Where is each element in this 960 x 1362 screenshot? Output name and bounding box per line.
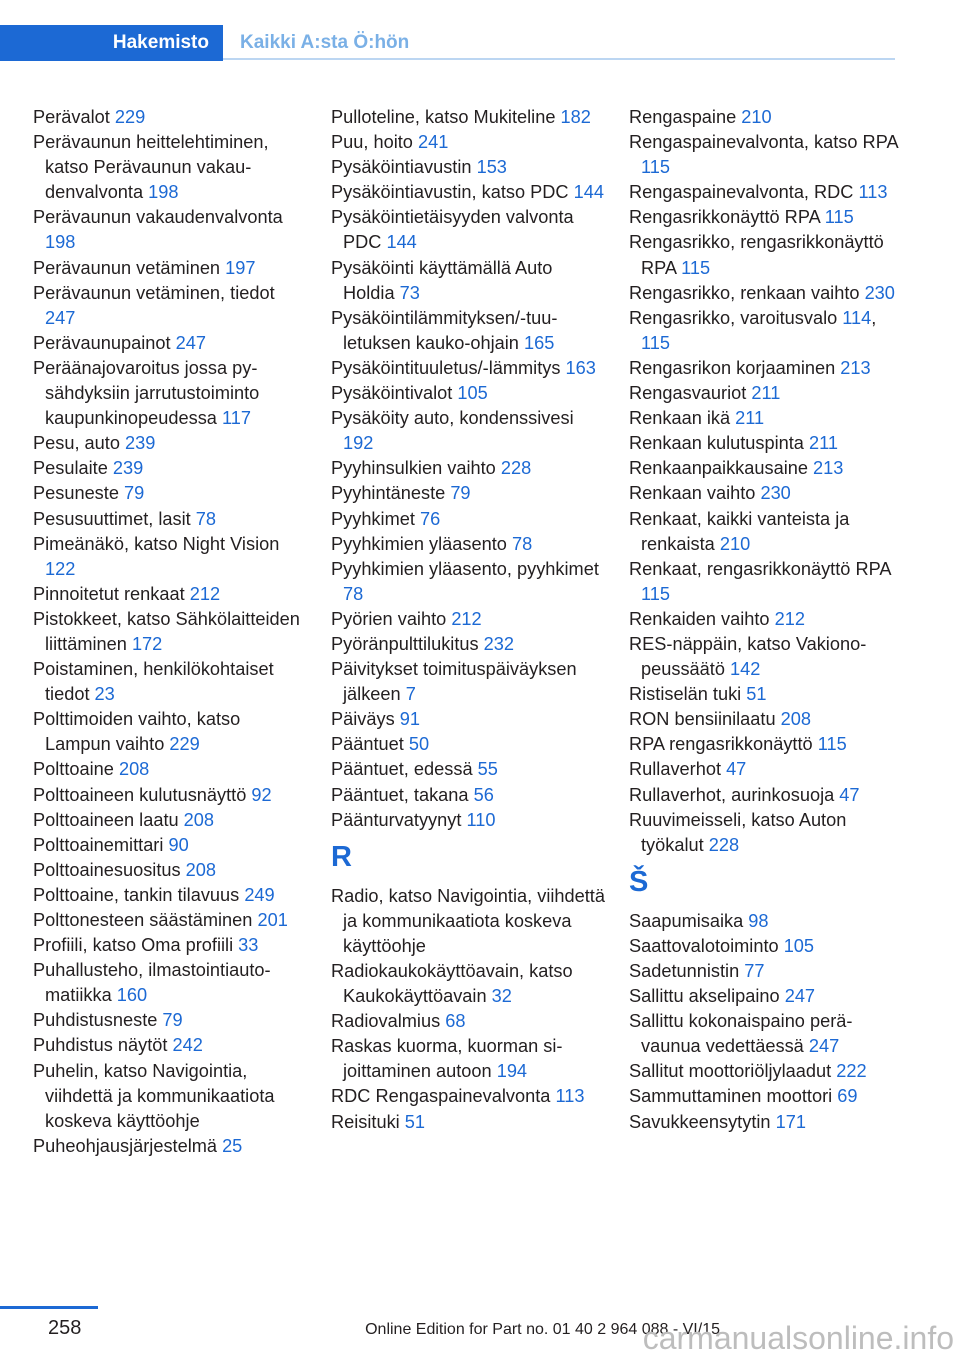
index-entry [33, 507, 303, 532]
index-entry [33, 858, 303, 883]
entry-text: Polttoainesuositus [33, 859, 186, 880]
index-entry [629, 180, 899, 205]
page-link[interactable]: 208 [118, 759, 150, 780]
index-entry [33, 808, 303, 833]
entry-text: Puheohjausjärjestelmä [33, 1135, 223, 1156]
index-entry [629, 381, 899, 406]
index-entry [33, 908, 303, 933]
index-entry [331, 607, 606, 632]
page-link[interactable]: 144 [386, 232, 417, 253]
page-link[interactable]: 47 [839, 784, 860, 805]
entry-text: Rengasrikko, varoitusvalo [629, 307, 843, 328]
index-entry [331, 381, 606, 406]
page-link[interactable]: 115 [824, 207, 854, 228]
index-entry [331, 456, 606, 481]
entry-text: Renkaan ikä [629, 408, 736, 429]
page-link[interactable]: 198 [45, 232, 76, 253]
page-link[interactable]: 32 [491, 986, 512, 1007]
page-link[interactable]: 110 [466, 809, 496, 830]
index-entry [33, 657, 303, 707]
index-entry [33, 933, 303, 958]
entry-text: Pääntuet, edessä [331, 759, 478, 780]
index-entry [33, 456, 303, 481]
index-entry [33, 582, 303, 607]
watermark-text: carmanualsonline.info [642, 1320, 954, 1356]
entry-text: Peräänajovaroitus jossa pysähdyksiin jarrutustoiminto kaupunkinopeudessa [33, 357, 260, 429]
entry-text: Rengasvauriot [629, 383, 752, 404]
page-link[interactable]: 208 [780, 709, 811, 730]
index-entry [331, 481, 606, 506]
entry-text: Pesuneste [33, 483, 124, 504]
page-link[interactable]: 201 [257, 910, 288, 930]
page-link[interactable]: 239 [125, 433, 156, 454]
footer-rule [0, 1306, 98, 1309]
index-column-3 [629, 105, 899, 1135]
index-entry [629, 1009, 899, 1059]
page-link[interactable]: 247 [784, 986, 816, 1007]
page-link[interactable]: 105 [783, 935, 815, 956]
page-link[interactable]: 211 [735, 408, 765, 429]
page-link[interactable]: 51 [404, 1111, 426, 1132]
index-entry [629, 507, 899, 557]
index-entry [331, 1034, 606, 1084]
index-entry [629, 356, 899, 381]
index-entry [629, 1084, 899, 1109]
index-entry [33, 783, 303, 808]
index-entry [629, 406, 899, 431]
index-entry [331, 1009, 606, 1034]
page-link[interactable]: 115 [641, 157, 670, 178]
page-link[interactable]: 115 [641, 583, 670, 604]
entry-text: Polttoainemittari [33, 834, 169, 855]
index-entry [33, 331, 303, 356]
index-entry [331, 808, 606, 833]
index-entry [629, 984, 899, 1009]
index-column-2 [331, 105, 606, 1135]
entry-text: Pysäköinti käyttämällä Auto Holdia [331, 257, 553, 303]
index-entry [331, 130, 606, 155]
index-entry [629, 130, 899, 180]
page-link[interactable]: 68 [445, 1011, 466, 1032]
page-link[interactable]: 105 [457, 383, 488, 404]
page-link[interactable]: 211 [751, 383, 781, 404]
entry-text: Pyyhkimet [331, 508, 420, 529]
entry-text: Raskas kuorma, kuorman sijoittaminen autoon [331, 1036, 563, 1082]
index-entry [331, 205, 606, 255]
entry-text: Renkaat, kaikki vanteista ja renkaista [629, 508, 850, 554]
entry-text: Pistokkeet, katso Sähkölaitteiden liittäminen [33, 608, 300, 654]
page-link[interactable]: 212 [189, 583, 221, 604]
index-entry [33, 833, 303, 858]
index-entry [33, 431, 303, 456]
entry-text: Perävaunupainot [33, 332, 176, 353]
index-entry [331, 406, 606, 456]
page-link[interactable]: 90 [168, 834, 189, 855]
entry-text: Pyyhinsulkien vaihto [331, 458, 501, 479]
entry-text: Rullaverhot [629, 759, 727, 780]
entry-text: Pysäköintiavustin, katso PDC [331, 182, 574, 203]
index-entry [33, 281, 303, 331]
page-link[interactable]: 115 [681, 257, 711, 278]
index-entry [331, 507, 606, 532]
entry-text: Renkaan kulutuspinta [629, 433, 809, 454]
entry-text: Rullaverhot, aurinkosuoja [629, 784, 840, 805]
page-link[interactable]: 230 [864, 282, 895, 303]
entry-text: Sammuttaminen moottori [629, 1086, 838, 1107]
index-entry [331, 180, 606, 205]
entry-text: Pysäköintivalot [331, 383, 458, 404]
index-entry [629, 808, 899, 858]
entry-text: Pimeänäkö, katso Night Vision [33, 533, 280, 554]
page-link[interactable]: 230 [760, 483, 791, 504]
index-entry [33, 1059, 303, 1134]
page-link[interactable]: 115 [817, 734, 847, 755]
entry-text: Renkaat, rengasrikkonäyttö RPA [629, 558, 891, 579]
index-entry [33, 958, 303, 1008]
entry-text: Pesu, auto [33, 433, 126, 454]
entry-text: Polttonesteen säästäminen [33, 910, 258, 930]
index-entry [331, 356, 606, 381]
entry-text: Pesusuuttimet, lasit [33, 508, 196, 529]
index-entry [33, 130, 303, 205]
entry-text: RDC Rengaspainevalvonta [331, 1086, 556, 1107]
index-entry [331, 632, 606, 657]
page-link[interactable]: 78 [195, 508, 216, 529]
page-link[interactable]: 213 [813, 458, 844, 479]
page-link[interactable]: 47 [726, 759, 747, 780]
tab-kaikki-a-o[interactable]: Kaikki A:sta Ö:hön [240, 32, 410, 53]
entry-text: Pyyhkimien yläasento [331, 533, 512, 554]
entry-text: Päiväys [331, 709, 400, 730]
page-link[interactable]: 247 [45, 307, 76, 328]
page-link[interactable]: 69 [837, 1086, 858, 1107]
entry-text: Ruuvimeisseli, katso Auton työkalut [629, 809, 847, 855]
entry-text: RPA rengasrikkonäyttö [629, 734, 818, 755]
index-entry [629, 909, 899, 934]
entry-text: Sadetunnistin [629, 961, 745, 981]
tab-hakemisto[interactable]: Hakemisto [0, 25, 223, 61]
page-link[interactable]: 197 [225, 257, 256, 278]
entry-text: Saattovalotoiminto [629, 935, 784, 956]
entry-text: Puu, hoito [331, 132, 418, 153]
index-entry [331, 155, 606, 180]
entry-text: Renkaanpaikkausaine [629, 458, 814, 479]
page-link[interactable]: 212 [451, 608, 482, 629]
page-link[interactable]: 210 [719, 533, 751, 554]
page-link[interactable]: 78 [511, 533, 533, 554]
page-link[interactable]: 79 [124, 483, 145, 504]
section-letter: Š [629, 865, 649, 898]
entry-text: Polttimoiden vaihto, katso Lampun vaihto [33, 709, 241, 755]
entry-text: Pesulaite [33, 458, 113, 479]
page-link[interactable]: 247 [175, 332, 206, 353]
page-link[interactable]: 182 [560, 107, 591, 127]
entry-text: Rengaspaine [629, 107, 742, 127]
index-entry [33, 757, 303, 782]
entry-text: Sallitut moottoriöljylaadut [629, 1061, 837, 1082]
page-link[interactable]: 198 [148, 182, 179, 203]
index-entry [331, 1084, 606, 1109]
index-entry [331, 557, 606, 607]
index-entry [33, 607, 303, 657]
entry-text: Pyyhkimien yläasento, pyyhkimet [331, 558, 599, 579]
entry-text: Pyöränpulttilukitus [331, 633, 484, 654]
edition-text: Online Edition for Part no. 01 40 2 964 088 - VI/15 [365, 1321, 720, 1338]
page-link[interactable]: 239 [112, 458, 144, 479]
entry-text: Pysäköity auto, kondenssivesi [331, 408, 574, 429]
index-entry [629, 707, 899, 732]
entry-text: Radio, katso Navigointia, viihdettä ja kommunikaatiota koskeva käyttöohje [331, 885, 605, 956]
header-tabs [0, 25, 895, 61]
entry-text: Renkaan vaihto [629, 483, 761, 504]
page-link[interactable]: 192 [343, 433, 374, 454]
index-entry [629, 632, 899, 682]
entry-text: Polttoaineen laatu [33, 809, 184, 830]
entry-text: Rengasrikko, renkaan vaihto [629, 282, 865, 303]
page-link[interactable]: 77 [744, 961, 765, 981]
entry-text: Savukkeensytytin [629, 1111, 776, 1132]
index-entry [629, 456, 899, 481]
page-link[interactable]: 115 [641, 332, 670, 353]
page-link[interactable]: 171 [775, 1111, 806, 1132]
entry-text: Pysäköintiavustin [331, 157, 477, 178]
index-entry [629, 607, 899, 632]
entry-text: Päivitykset toimituspäiväyksen jälkeen [331, 659, 577, 705]
entry-text: Profiili, katso Oma profiili [33, 935, 239, 956]
entry-text: Renkaiden vaihto [629, 608, 775, 629]
section-letter: R [331, 840, 352, 873]
entry-text: Päänturvatyynyt [331, 809, 467, 830]
index-entry [629, 431, 899, 456]
page-link[interactable]: 208 [183, 809, 215, 830]
index-entry [331, 105, 606, 130]
page-link[interactable]: 163 [565, 357, 596, 378]
index-entry [331, 884, 606, 959]
entry-text: Rengaspainevalvonta, RDC [629, 182, 859, 203]
page-link[interactable]: 228 [708, 834, 740, 855]
entry-text: Pinnoitetut renkaat [33, 583, 190, 604]
index-entry [33, 256, 303, 281]
index-entry [331, 256, 606, 306]
entry-text: Perävaunun vakaudenvalvonta [33, 207, 283, 228]
index-entry [33, 883, 303, 908]
index-entry [629, 1059, 899, 1084]
entry-text: Perävalot [33, 107, 115, 127]
page-link[interactable]: 242 [172, 1035, 203, 1056]
entry-text: Pysäköintituuletus/-lämmitys [331, 357, 566, 378]
page-link[interactable]: 113 [555, 1086, 585, 1107]
page-link[interactable]: 249 [244, 884, 275, 905]
index-entry [331, 959, 606, 1009]
entry-text: Saapumisaika [629, 910, 749, 931]
index-entry [629, 783, 899, 808]
entry-text: Perävaunun heittelehtiminen, katso Perävaunun vakaudenvalvonta [33, 132, 269, 203]
index-entry [331, 783, 606, 808]
page-link[interactable]: 113 [858, 182, 888, 203]
index-entry [33, 105, 303, 130]
entry-text: Perävaunun vetäminen, tiedot [33, 282, 275, 303]
index-entry [331, 732, 606, 757]
index-column-1 [33, 105, 303, 1159]
page-link[interactable]: 114 [842, 307, 872, 328]
index-entry [33, 707, 303, 757]
entry-text: Sallittu kokonaispaino perävaunua vedettäessä [629, 1011, 853, 1057]
entry-text: RON bensiinilaatu [629, 709, 781, 730]
page-link[interactable]: 55 [477, 759, 498, 780]
entry-text: Polttoaine [33, 759, 119, 780]
page-link[interactable]: 92 [251, 784, 272, 805]
page-link[interactable]: 194 [496, 1061, 528, 1082]
entry-text: Rengasrikko, rengasrikkonäyttö RPA [629, 232, 884, 278]
page-link[interactable]: 144 [573, 182, 604, 203]
page-link[interactable]: 33 [238, 935, 259, 956]
page-link[interactable]: 78 [343, 583, 364, 604]
index-entry [33, 1008, 303, 1033]
entry-text: Perävaunun vetäminen [33, 257, 226, 278]
entry-text: Pysäköintietäisyyden valvonta PDC [331, 207, 574, 253]
entry-text: Rengasrikkonäyttö RPA [629, 207, 825, 228]
index-entry [629, 682, 899, 707]
index-entry [331, 1110, 606, 1135]
page-link[interactable]: 25 [222, 1135, 243, 1156]
index-entry [629, 105, 899, 130]
page-number: 258 [48, 1317, 82, 1339]
index-entry [629, 934, 899, 959]
page-link[interactable]: 50 [408, 734, 430, 755]
page-link[interactable]: 229 [114, 107, 146, 127]
entry-text: Puhdistusneste [33, 1010, 163, 1031]
index-entry [629, 281, 899, 306]
index-entry [33, 1033, 303, 1058]
page-link[interactable]: 165 [523, 332, 555, 353]
index-entry: Rengasrikko, varoitusvalo 114, 115 [629, 307, 877, 353]
page-link[interactable]: 79 [450, 483, 471, 504]
page-link[interactable]: 172 [131, 633, 163, 654]
page-link[interactable]: 91 [399, 709, 420, 730]
page-link[interactable]: 76 [419, 508, 441, 529]
index-entry [33, 532, 303, 582]
entry-text: Polttoaine, tankin tilavuus [33, 884, 245, 905]
index-entry [33, 205, 303, 255]
page-link[interactable]: 228 [500, 458, 532, 479]
page-link[interactable]: 213 [840, 357, 871, 378]
page-link[interactable]: 117 [221, 408, 251, 429]
entry-text: Puhdistus näytöt [33, 1035, 173, 1056]
entry-text: Pyörien vaihto [331, 608, 452, 629]
entry-text: Rengaspainevalvonta, katso RPA [629, 132, 898, 153]
page-link[interactable]: 208 [185, 859, 217, 880]
entry-text: Puhelin, katso Navigointia, viihdettä ja kommunikaatiota koskeva käyttöohje [33, 1060, 275, 1131]
tab-underline [223, 58, 895, 60]
index-entry [629, 1110, 899, 1135]
index-entry [331, 306, 606, 356]
entry-text: RES-näppäin, katso Vakionopeussäätö [629, 633, 867, 680]
page-link[interactable]: 210 [741, 107, 772, 127]
index-entry [331, 532, 606, 557]
entry-text: Pysäköintilämmityksen/-tuuletuksen kauko-ohjain [331, 307, 558, 353]
index-entry [33, 481, 303, 506]
page-link[interactable]: 222 [836, 1061, 867, 1082]
page-link[interactable]: 98 [748, 910, 769, 931]
page-link[interactable]: 211 [808, 433, 838, 454]
entry-text: Puhallusteho, ilmastointiautomatiikka [33, 960, 271, 1006]
page-link[interactable]: 79 [162, 1010, 183, 1031]
page-link[interactable]: 229 [169, 734, 200, 755]
index-entry [331, 757, 606, 782]
index-entry [33, 1134, 303, 1159]
page-link[interactable]: 160 [116, 985, 148, 1006]
page-link[interactable]: 7 [405, 684, 416, 705]
page-link[interactable]: 23 [94, 684, 115, 705]
page-link[interactable]: 51 [746, 684, 767, 705]
page-link[interactable]: 73 [399, 282, 420, 303]
page-link[interactable]: 212 [774, 608, 805, 629]
entry-text: Radiovalmius [331, 1011, 446, 1032]
index-entry [629, 959, 899, 984]
entry-text: Reisituki [331, 1111, 405, 1132]
page-link[interactable]: 142 [729, 659, 761, 680]
index-entry [629, 205, 899, 230]
entry-text: Pulloteline, katso Mukiteline [331, 107, 561, 127]
index-entry [33, 356, 303, 431]
entry-text: Sallittu akselipaino [629, 986, 785, 1007]
page-link[interactable]: 153 [476, 157, 507, 178]
index-entry [331, 707, 606, 732]
index-entry [629, 757, 899, 782]
index-entry [629, 557, 899, 607]
page-link[interactable]: 241 [417, 132, 449, 153]
entry-text: Polttoaineen kulutusnäyttö [33, 784, 252, 805]
page-link[interactable]: 247 [808, 1036, 840, 1057]
entry-text: Radiokaukokäyttöavain, katso Kaukokäyttöavain [331, 961, 573, 1007]
entry-text: Poistaminen, henkilökohtaiset tiedot [33, 659, 274, 705]
entry-text: Pyyhintäneste [331, 483, 451, 504]
index-entry [331, 657, 606, 707]
entry-text: Ristiselän tuki [629, 684, 747, 705]
entry-text: Pääntuet, takana [331, 784, 474, 805]
entry-text: Rengasrikon korjaaminen [629, 357, 841, 378]
index-entry [629, 230, 899, 280]
page-link[interactable]: 122 [45, 558, 76, 579]
entry-text: Pääntuet [331, 734, 409, 755]
index-entry [629, 481, 899, 506]
page-link[interactable]: 232 [483, 633, 515, 654]
page-link[interactable]: 56 [473, 784, 494, 805]
index-entry [629, 732, 899, 757]
